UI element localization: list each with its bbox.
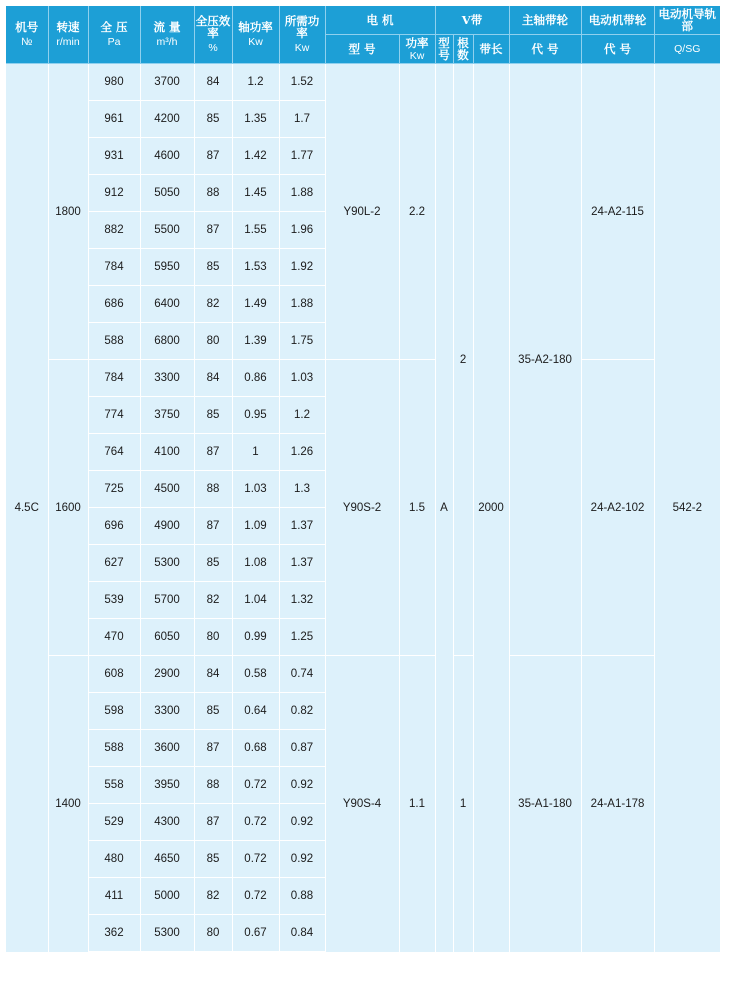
required-power-cell: 1.3 bbox=[279, 471, 325, 508]
speed-cell: 1400 bbox=[48, 656, 88, 952]
shaft-power-cell: 1.2 bbox=[232, 64, 279, 101]
required-power-cell: 1.7 bbox=[279, 101, 325, 138]
motor-model-cell: Y90S-4 bbox=[325, 656, 399, 952]
efficiency-cell: 84 bbox=[194, 656, 232, 693]
spec-table bbox=[6, 6, 720, 952]
efficiency-cell: 85 bbox=[194, 841, 232, 878]
header-pressure: 全 压 Pa bbox=[88, 6, 140, 64]
shaft-power-cell: 1.03 bbox=[232, 471, 279, 508]
shaft-power-cell: 1.45 bbox=[232, 175, 279, 212]
efficiency-cell: 87 bbox=[194, 212, 232, 249]
pressure-cell: 362 bbox=[88, 915, 140, 952]
pressure-cell: 784 bbox=[88, 360, 140, 397]
flow-cell: 5300 bbox=[140, 915, 194, 952]
shaft-power-cell: 1.55 bbox=[232, 212, 279, 249]
pressure-cell: 480 bbox=[88, 841, 140, 878]
required-power-cell: 0.84 bbox=[279, 915, 325, 952]
pressure-cell: 784 bbox=[88, 249, 140, 286]
flow-cell: 4900 bbox=[140, 508, 194, 545]
header-motor-power: 功率 Kw bbox=[399, 35, 435, 64]
machine-no-cell: 4.5C bbox=[6, 64, 48, 952]
required-power-cell: 0.88 bbox=[279, 878, 325, 915]
required-power-cell: 1.75 bbox=[279, 323, 325, 360]
motor-pulley-cell: 24-A1-178 bbox=[581, 656, 654, 952]
header-vbelt-type: 型号 bbox=[435, 35, 453, 64]
shaft-power-cell: 0.99 bbox=[232, 619, 279, 656]
header-guide-rail-code: Q/SG bbox=[654, 35, 720, 64]
speed-cell: 1800 bbox=[48, 64, 88, 360]
table-row bbox=[6, 360, 720, 397]
pressure-cell: 627 bbox=[88, 545, 140, 582]
efficiency-cell: 84 bbox=[194, 64, 232, 101]
pressure-cell: 764 bbox=[88, 434, 140, 471]
efficiency-cell: 82 bbox=[194, 878, 232, 915]
flow-cell: 5050 bbox=[140, 175, 194, 212]
required-power-cell: 1.37 bbox=[279, 545, 325, 582]
header-motor: 电 机 bbox=[325, 6, 435, 35]
header-machine-no: 机号 № bbox=[6, 6, 48, 64]
required-power-cell: 0.92 bbox=[279, 804, 325, 841]
header-vbelt-length: 带长 bbox=[473, 35, 509, 64]
required-power-cell: 1.26 bbox=[279, 434, 325, 471]
table-header bbox=[6, 6, 720, 64]
required-power-cell: 0.74 bbox=[279, 656, 325, 693]
efficiency-cell: 80 bbox=[194, 619, 232, 656]
flow-cell: 4500 bbox=[140, 471, 194, 508]
efficiency-cell: 87 bbox=[194, 508, 232, 545]
shaft-power-cell: 0.67 bbox=[232, 915, 279, 952]
efficiency-cell: 85 bbox=[194, 397, 232, 434]
required-power-cell: 1.37 bbox=[279, 508, 325, 545]
header-shaft-power: 轴功率 Kw bbox=[232, 6, 279, 64]
flow-cell: 5300 bbox=[140, 545, 194, 582]
pressure-cell: 696 bbox=[88, 508, 140, 545]
required-power-cell: 1.88 bbox=[279, 286, 325, 323]
motor-power-cell: 1.5 bbox=[399, 360, 435, 656]
pressure-cell: 882 bbox=[88, 212, 140, 249]
efficiency-cell: 87 bbox=[194, 138, 232, 175]
efficiency-cell: 88 bbox=[194, 175, 232, 212]
flow-cell: 3950 bbox=[140, 767, 194, 804]
header-motor-model: 型 号 bbox=[325, 35, 399, 64]
pressure-cell: 961 bbox=[88, 101, 140, 138]
shaft-power-cell: 0.72 bbox=[232, 841, 279, 878]
motor-power-cell: 1.1 bbox=[399, 656, 435, 952]
efficiency-cell: 80 bbox=[194, 915, 232, 952]
guide-rail-cell: 542-2 bbox=[654, 64, 720, 952]
pressure-cell: 912 bbox=[88, 175, 140, 212]
efficiency-cell: 88 bbox=[194, 471, 232, 508]
header-motor-pulley: 电动机带轮 bbox=[581, 6, 654, 35]
main-pulley-cell: 35-A2-180 bbox=[509, 64, 581, 656]
header-required-power: 所需功率 Kw bbox=[279, 6, 325, 64]
pressure-cell: 588 bbox=[88, 730, 140, 767]
flow-cell: 6050 bbox=[140, 619, 194, 656]
shaft-power-cell: 0.86 bbox=[232, 360, 279, 397]
pressure-cell: 539 bbox=[88, 582, 140, 619]
pressure-cell: 411 bbox=[88, 878, 140, 915]
shaft-power-cell: 1.08 bbox=[232, 545, 279, 582]
required-power-cell: 1.92 bbox=[279, 249, 325, 286]
vbelt-count-cell: 1 bbox=[453, 656, 473, 952]
motor-pulley-cell: 24-A2-102 bbox=[581, 360, 654, 656]
pressure-cell: 529 bbox=[88, 804, 140, 841]
required-power-cell: 1.88 bbox=[279, 175, 325, 212]
flow-cell: 4300 bbox=[140, 804, 194, 841]
efficiency-cell: 87 bbox=[194, 804, 232, 841]
required-power-cell: 0.82 bbox=[279, 693, 325, 730]
efficiency-cell: 82 bbox=[194, 582, 232, 619]
shaft-power-cell: 0.64 bbox=[232, 693, 279, 730]
required-power-cell: 0.87 bbox=[279, 730, 325, 767]
shaft-power-cell: 0.95 bbox=[232, 397, 279, 434]
shaft-power-cell: 0.72 bbox=[232, 804, 279, 841]
required-power-cell: 1.03 bbox=[279, 360, 325, 397]
flow-cell: 5500 bbox=[140, 212, 194, 249]
pressure-cell: 931 bbox=[88, 138, 140, 175]
shaft-power-cell: 0.72 bbox=[232, 878, 279, 915]
flow-cell: 6800 bbox=[140, 323, 194, 360]
pressure-cell: 598 bbox=[88, 693, 140, 730]
pressure-cell: 686 bbox=[88, 286, 140, 323]
fan-spec-sheet bbox=[6, 6, 720, 973]
header-efficiency: 全压效率 % bbox=[194, 6, 232, 64]
vbelt-type-cell: A bbox=[435, 64, 453, 952]
shaft-power-cell: 0.72 bbox=[232, 767, 279, 804]
flow-cell: 3300 bbox=[140, 693, 194, 730]
header-vbelt-count: 根数 bbox=[453, 35, 473, 64]
header-main-pulley-code: 代 号 bbox=[509, 35, 581, 64]
flow-cell: 3300 bbox=[140, 360, 194, 397]
flow-cell: 3600 bbox=[140, 730, 194, 767]
shaft-power-cell: 1 bbox=[232, 434, 279, 471]
efficiency-cell: 85 bbox=[194, 545, 232, 582]
header-speed: 转速 r/min bbox=[48, 6, 88, 64]
shaft-power-cell: 1.35 bbox=[232, 101, 279, 138]
flow-cell: 2900 bbox=[140, 656, 194, 693]
shaft-power-cell: 0.68 bbox=[232, 730, 279, 767]
shaft-power-cell: 1.39 bbox=[232, 323, 279, 360]
shaft-power-cell: 1.42 bbox=[232, 138, 279, 175]
pressure-cell: 774 bbox=[88, 397, 140, 434]
efficiency-cell: 85 bbox=[194, 249, 232, 286]
header-motor-pulley-code: 代 号 bbox=[581, 35, 654, 64]
header-guide-rail: 电动机导轨部 bbox=[654, 6, 720, 35]
efficiency-cell: 84 bbox=[194, 360, 232, 397]
flow-cell: 5950 bbox=[140, 249, 194, 286]
shaft-power-cell: 1.04 bbox=[232, 582, 279, 619]
required-power-cell: 1.25 bbox=[279, 619, 325, 656]
flow-cell: 3700 bbox=[140, 64, 194, 101]
efficiency-cell: 80 bbox=[194, 323, 232, 360]
flow-cell: 4200 bbox=[140, 101, 194, 138]
vbelt-count-cell: 2 bbox=[453, 64, 473, 656]
shaft-power-cell: 1.53 bbox=[232, 249, 279, 286]
pressure-cell: 725 bbox=[88, 471, 140, 508]
required-power-cell: 1.96 bbox=[279, 212, 325, 249]
main-pulley-cell: 35-A1-180 bbox=[509, 656, 581, 952]
table-row bbox=[6, 656, 720, 693]
efficiency-cell: 87 bbox=[194, 434, 232, 471]
pressure-cell: 470 bbox=[88, 619, 140, 656]
efficiency-cell: 88 bbox=[194, 767, 232, 804]
vbelt-length-cell: 2000 bbox=[473, 64, 509, 952]
flow-cell: 4650 bbox=[140, 841, 194, 878]
flow-cell: 5700 bbox=[140, 582, 194, 619]
shaft-power-cell: 0.58 bbox=[232, 656, 279, 693]
required-power-cell: 0.92 bbox=[279, 841, 325, 878]
shaft-power-cell: 1.09 bbox=[232, 508, 279, 545]
header-main-pulley: 主轴带轮 bbox=[509, 6, 581, 35]
header-vbelt: V带 bbox=[435, 6, 509, 35]
efficiency-cell: 85 bbox=[194, 101, 232, 138]
header-flow: 流 量 m³/h bbox=[140, 6, 194, 64]
required-power-cell: 1.77 bbox=[279, 138, 325, 175]
pressure-cell: 608 bbox=[88, 656, 140, 693]
speed-cell: 1600 bbox=[48, 360, 88, 656]
pressure-cell: 558 bbox=[88, 767, 140, 804]
efficiency-cell: 85 bbox=[194, 693, 232, 730]
motor-model-cell: Y90S-2 bbox=[325, 360, 399, 656]
efficiency-cell: 82 bbox=[194, 286, 232, 323]
required-power-cell: 1.52 bbox=[279, 64, 325, 101]
pressure-cell: 980 bbox=[88, 64, 140, 101]
efficiency-cell: 87 bbox=[194, 730, 232, 767]
flow-cell: 3750 bbox=[140, 397, 194, 434]
table-body bbox=[6, 64, 720, 952]
motor-model-cell: Y90L-2 bbox=[325, 64, 399, 360]
table-row bbox=[6, 64, 720, 101]
shaft-power-cell: 1.49 bbox=[232, 286, 279, 323]
pressure-cell: 588 bbox=[88, 323, 140, 360]
motor-pulley-cell: 24-A2-115 bbox=[581, 64, 654, 360]
required-power-cell: 1.2 bbox=[279, 397, 325, 434]
flow-cell: 4600 bbox=[140, 138, 194, 175]
motor-power-cell: 2.2 bbox=[399, 64, 435, 360]
required-power-cell: 0.92 bbox=[279, 767, 325, 804]
flow-cell: 4100 bbox=[140, 434, 194, 471]
flow-cell: 5000 bbox=[140, 878, 194, 915]
flow-cell: 6400 bbox=[140, 286, 194, 323]
required-power-cell: 1.32 bbox=[279, 582, 325, 619]
